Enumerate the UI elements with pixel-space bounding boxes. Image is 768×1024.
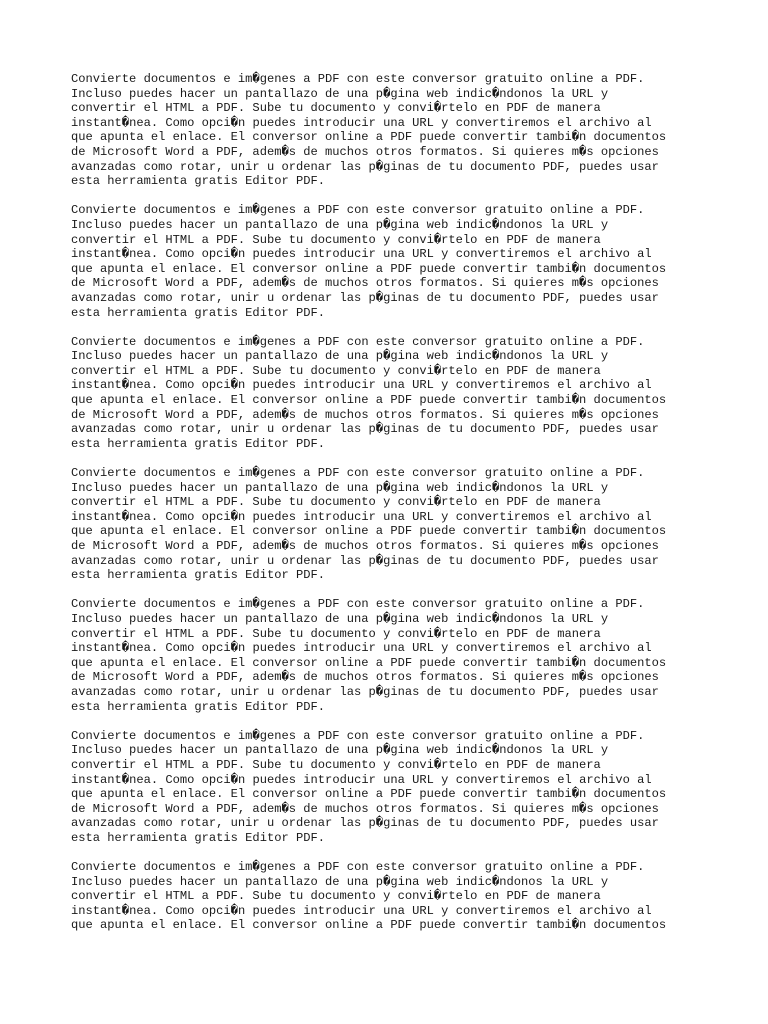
- text-line: Incluso puedes hacer un pantallazo de una p�gina web indic�ndonos la URL y: [71, 349, 609, 364]
- text-line: de Microsoft Word a PDF, adem�s de muchos otros formatos. Si quieres m�s opciones: [71, 670, 659, 685]
- text-line: que apunta el enlace. El conversor online a PDF puede convertir tambi�n documentos: [71, 261, 667, 276]
- text-line: Incluso puedes hacer un pantallazo de una p�gina web indic�ndonos la URL y: [71, 611, 609, 626]
- text-line: Convierte documentos e im�genes a PDF con este conversor gratuito online a PDF.: [71, 728, 645, 743]
- text-line: instant�nea. Como opci�n puedes introducir una URL y convertiremos el archivo al: [71, 509, 652, 524]
- text-line: Convierte documentos e im�genes a PDF con este conversor gratuito online a PDF.: [71, 203, 645, 218]
- text-line: Incluso puedes hacer un pantallazo de una p�gina web indic�ndonos la URL y: [71, 874, 609, 889]
- document-page: [71, 72, 711, 948]
- text-line: instant�nea. Como opci�n puedes introducir una URL y convertiremos el archivo al: [71, 641, 652, 656]
- text-line: Incluso puedes hacer un pantallazo de una p�gina web indic�ndonos la URL y: [71, 86, 609, 101]
- text-line: convertir el HTML a PDF. Sube tu documento y convi�rtelo en PDF de manera: [71, 101, 601, 116]
- text-line: instant�nea. Como opci�n puedes introducir una URL y convertiremos el archivo al: [71, 772, 652, 787]
- text-line: esta herramienta gratis Editor PDF.: [71, 305, 326, 320]
- text-line: avanzadas como rotar, unir u ordenar las p�ginas de tu documento PDF, puedes usar: [71, 290, 659, 305]
- text-line: instant�nea. Como opci�n puedes introducir una URL y convertiremos el archivo al: [71, 903, 652, 918]
- text-line: que apunta el enlace. El conversor online a PDF puede convertir tambi�n documentos: [71, 130, 667, 145]
- text-line: Incluso puedes hacer un pantallazo de una p�gina web indic�ndonos la URL y: [71, 480, 609, 495]
- text-line: que apunta el enlace. El conversor online a PDF puede convertir tambi�n documentos: [71, 918, 667, 933]
- text-line: convertir el HTML a PDF. Sube tu documento y convi�rtelo en PDF de manera: [71, 626, 601, 641]
- paragraph-5: [71, 597, 711, 714]
- text-line: avanzadas como rotar, unir u ordenar las p�ginas de tu documento PDF, puedes usar: [71, 159, 659, 174]
- text-line: Convierte documentos e im�genes a PDF con este conversor gratuito online a PDF.: [71, 334, 645, 349]
- paragraph-7: [71, 860, 711, 933]
- text-line: esta herramienta gratis Editor PDF.: [71, 174, 326, 189]
- text-line: instant�nea. Como opci�n puedes introducir una URL y convertiremos el archivo al: [71, 115, 652, 130]
- text-line: que apunta el enlace. El conversor online a PDF puede convertir tambi�n documentos: [71, 393, 667, 408]
- text-line: convertir el HTML a PDF. Sube tu documento y convi�rtelo en PDF de manera: [71, 232, 601, 247]
- text-line: esta herramienta gratis Editor PDF.: [71, 436, 326, 451]
- text-line: esta herramienta gratis Editor PDF.: [71, 830, 326, 845]
- text-line: convertir el HTML a PDF. Sube tu documento y convi�rtelo en PDF de manera: [71, 363, 601, 378]
- text-line: Incluso puedes hacer un pantallazo de una p�gina web indic�ndonos la URL y: [71, 217, 609, 232]
- text-line: avanzadas como rotar, unir u ordenar las p�ginas de tu documento PDF, puedes usar: [71, 816, 659, 831]
- paragraph-6: [71, 729, 711, 846]
- text-line: de Microsoft Word a PDF, adem�s de muchos otros formatos. Si quieres m�s opciones: [71, 801, 659, 816]
- paragraph-1: [71, 72, 711, 189]
- text-line: Convierte documentos e im�genes a PDF con este conversor gratuito online a PDF.: [71, 597, 645, 612]
- text-line: avanzadas como rotar, unir u ordenar las p�ginas de tu documento PDF, puedes usar: [71, 684, 659, 699]
- text-line: convertir el HTML a PDF. Sube tu documento y convi�rtelo en PDF de manera: [71, 757, 601, 772]
- paragraph-4: [71, 466, 711, 583]
- text-line: de Microsoft Word a PDF, adem�s de muchos otros formatos. Si quieres m�s opciones: [71, 276, 659, 291]
- text-line: instant�nea. Como opci�n puedes introducir una URL y convertiremos el archivo al: [71, 378, 652, 393]
- text-line: esta herramienta gratis Editor PDF.: [71, 699, 326, 714]
- text-line: de Microsoft Word a PDF, adem�s de muchos otros formatos. Si quieres m�s opciones: [71, 539, 659, 553]
- text-line: instant�nea. Como opci�n puedes introducir una URL y convertiremos el archivo al: [71, 247, 652, 262]
- text-line: convertir el HTML a PDF. Sube tu documento y convi�rtelo en PDF de manera: [71, 495, 601, 510]
- text-line: convertir el HTML a PDF. Sube tu documento y convi�rtelo en PDF de manera: [71, 889, 601, 904]
- text-line: Incluso puedes hacer un pantallazo de una p�gina web indic�ndonos la URL y: [71, 743, 609, 758]
- text-line: avanzadas como rotar, unir u ordenar las p�ginas de tu documento PDF, puedes usar: [71, 422, 659, 437]
- text-line: de Microsoft Word a PDF, adem�s de muchos otros formatos. Si quieres m�s opciones: [71, 407, 659, 422]
- text-line: esta herramienta gratis Editor PDF.: [71, 568, 326, 583]
- text-line: que apunta el enlace. El conversor online a PDF puede convertir tambi�n documentos: [71, 524, 667, 539]
- paragraph-2: [71, 203, 711, 320]
- text-line: que apunta el enlace. El conversor online a PDF puede convertir tambi�n documentos: [71, 787, 667, 802]
- paragraph-3: [71, 335, 711, 452]
- text-line: avanzadas como rotar, unir u ordenar las p�ginas de tu documento PDF, puedes usar: [71, 553, 659, 568]
- text-line: Convierte documentos e im�genes a PDF con este conversor gratuito online a PDF.: [71, 466, 645, 481]
- text-line: Convierte documentos e im�genes a PDF con este conversor gratuito online a PDF.: [71, 860, 645, 875]
- text-line: de Microsoft Word a PDF, adem�s de muchos otros formatos. Si quieres m�s opciones: [71, 144, 659, 159]
- text-line: Convierte documentos e im�genes a PDF con este conversor gratuito online a PDF.: [71, 72, 645, 86]
- text-line: que apunta el enlace. El conversor online a PDF puede convertir tambi�n documentos: [71, 655, 667, 670]
